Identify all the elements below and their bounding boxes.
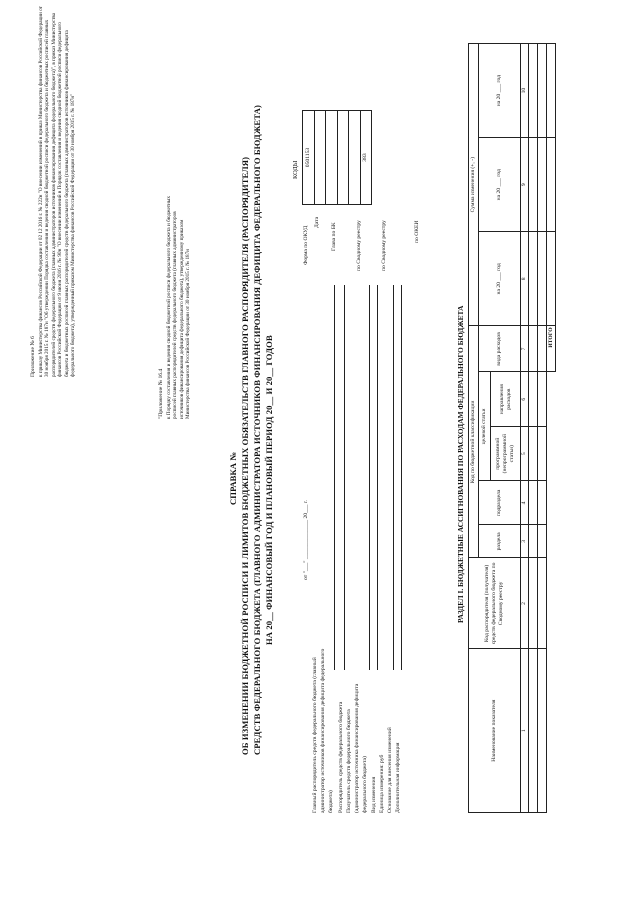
- table-row: [529, 44, 538, 813]
- code-svod1: [337, 111, 349, 205]
- title-line-1: СПРАВКА №: [228, 451, 238, 505]
- field-recipient-2: (администратор источника финансирования дефицита: [354, 683, 360, 813]
- codes-header: КОДЫ: [292, 160, 299, 179]
- col-num: 7: [521, 326, 529, 372]
- col-header-classification: Код по бюджетной классификации: [469, 326, 479, 558]
- col-num: 6: [521, 372, 529, 427]
- col-num: 10: [521, 44, 529, 138]
- table-row: [538, 44, 547, 813]
- label-svod1: по Сводному реестру: [356, 220, 362, 271]
- col-header-name: Наименование показателя: [469, 649, 521, 813]
- col-num: 8: [521, 232, 529, 326]
- section-heading: РАЗДЕЛ I. БЮДЖЕТНЫЕ АССИГНОВАНИЯ ПО РАСХОДАМ ФЕДЕРАЛЬНОГО БЮДЖЕТА: [456, 305, 465, 623]
- code-glava: [326, 111, 338, 205]
- field-unit: Единица измерения: руб: [379, 754, 385, 813]
- code-okud: 0501153: [303, 111, 315, 205]
- code-svod2: [349, 111, 361, 205]
- col-num: 5: [521, 426, 529, 481]
- field-change-type: Вид изменения: [371, 776, 377, 813]
- col-header-code-text: Код распорядителя (получателя) средств федерального бюджета по Сводному реестру: [484, 562, 504, 645]
- col-header-code: [469, 558, 521, 649]
- sub-appendix-text: к Порядку составления и ведения сводной бюджетной росписи федерального бюджета и бюджетных росписей главных распорядителей средств федерального бюджета (главных администраторов источников финансирования дефицита федерального бюджета), утвержденному приказом Министерства финансов Российской Федерации от 30 ноября 2015 г. № 187н: [166, 196, 192, 419]
- col-header-section: раздела: [479, 525, 521, 558]
- label-okei: по ОКЕИ: [414, 220, 420, 243]
- sub-appendix-number: "Приложение № 16.4: [158, 368, 164, 419]
- appendix-number: Приложение № 6: [30, 336, 36, 377]
- col-header-change: Сумма изменения (+, -): [469, 44, 479, 326]
- col-num: 9: [521, 138, 529, 232]
- label-okud: Форма по ОКУД: [303, 225, 309, 265]
- title-line-3: СРЕДСТВ ФЕДЕРАЛЬНОГО БЮДЖЕТА (ГЛАВНОГО АДМИНИСТРАТОРА ИСТОЧНИКОВ ФИНАНСИРОВАНИЯ ДЕФИЦИТА ФЕДЕРАЛЬНОГО БЮДЖЕТА): [252, 105, 262, 755]
- title-line-2: ОБ ИЗМЕНЕНИИ БЮДЖЕТНОЙ РОСПИСИ И ЛИМИТОВ БЮДЖЕТНЫХ ОБЯЗАТЕЛЬСТВ ГЛАВНОГО РАСПОРЯДИТЕЛЯ (РАСПОРЯДИТЕЛЯ): [240, 156, 250, 755]
- label-svod2: по Сводному реестру: [381, 220, 387, 271]
- budget-table: [468, 43, 556, 813]
- col-header-year1: на 20 ___ год: [479, 232, 521, 326]
- col-header-exp-type: вида расходов: [479, 326, 521, 372]
- col-header-target: целевой статьи: [479, 372, 491, 481]
- col-header-year3: на 20 ___ год: [479, 44, 521, 138]
- label-date: Дата: [314, 216, 320, 228]
- field-basis: Основание для внесения изменений: [387, 727, 393, 813]
- col-num: 2: [521, 558, 529, 649]
- code-date: [314, 111, 326, 205]
- field-distributor: Распорядитель средств федерального бюджета: [338, 701, 344, 813]
- col-header-subsection: подраздела: [479, 481, 521, 525]
- col-header-program: программной (непрограммной статьи): [491, 426, 521, 481]
- col-num: 4: [521, 481, 529, 525]
- field-recipient: Получатель средств федерального бюджета: [346, 709, 352, 813]
- total-label: ИТОГО: [547, 326, 556, 372]
- code-okei: 383: [360, 111, 372, 205]
- appendix-text: к приказу Министерства финансов Российской Федерации от 02 12 2016 г. № 222н "О внесении изменений в приказ Министерства финансов Российской Федерации от 30 ноября 2015 г. № 187н "Об утверждении Порядка составления и ведения сводной бюджетной росписи федерального бюджета и бюджетных росписей главных распорядителей средств федерального бюджета (главных администраторов источников финансирования дефицита федерального бюджета)", в приказ Министерства финансов Российской Федерации от 9 июня 2016 г. № 90н "О внесении изменений в Порядок составления и ведения сводной бюджетной росписи федерального бюджета и бюджетных росписей главных распорядителей средств федерального бюджета (главных администраторов источников финансирования дефицита федерального бюджета), утвержденный приказом Министерства финансов Российской Федерации от 30 ноября 2015 г. № 187н": [38, 6, 77, 377]
- col-num: 1: [521, 649, 529, 813]
- title-line-4: НА 20__ ФИНАНСОВЫЙ ГОД И ПЛАНОВЫЙ ПЕРИОД 20__ И 20__ ГОДОВ: [264, 335, 274, 645]
- date-line: от "___" ______________ 20___ г.: [303, 500, 309, 580]
- codes-table: [302, 110, 372, 205]
- label-glava: Глава по БК: [331, 222, 337, 251]
- field-recipient-3: федерального бюджета): [362, 756, 368, 813]
- col-header-year2: на 20 ___ год: [479, 138, 521, 232]
- col-num: 3: [521, 525, 529, 558]
- col-header-direction: направления расходов: [491, 372, 521, 427]
- field-extra-info: Дополнительная информация: [395, 742, 401, 813]
- field-main-distributor-2: администратор источников финансирования дефицита федерального: [320, 648, 326, 813]
- table-total-row: [547, 44, 556, 813]
- field-main-distributor-3: бюджета): [328, 790, 334, 813]
- field-main-distributor: Главный распорядитель средств федерального бюджета (главный: [312, 657, 318, 813]
